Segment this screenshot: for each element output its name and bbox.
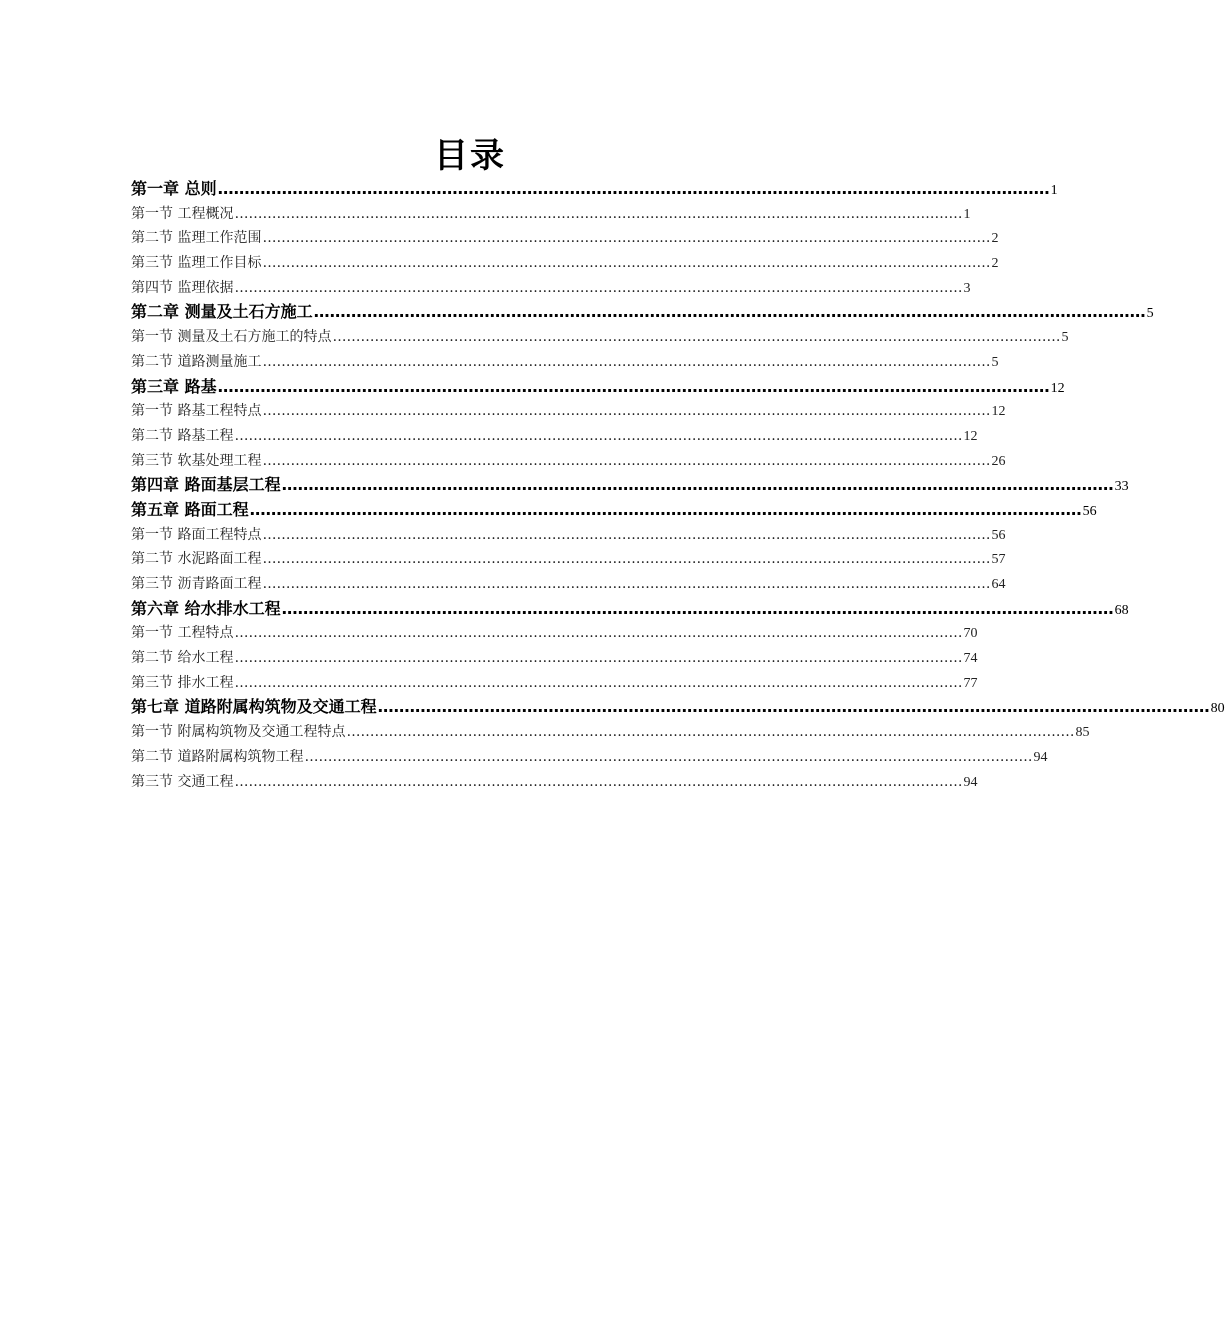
toc-section-entry[interactable] <box>131 449 1006 474</box>
toc-entry-label: 第四章 路面基层工程 <box>131 475 281 495</box>
toc-section-entry[interactable] <box>131 572 1006 597</box>
toc-entry-label: 第三节 软基处理工程 <box>131 452 262 469</box>
toc-dot-leader: ………………………………………………………………………………………………………………………………………… <box>304 748 1033 765</box>
toc-dot-leader: ………………………………………………………………………………………………………………………………………… <box>313 302 1146 322</box>
toc-entry-label: 第一章 总则 <box>131 179 217 198</box>
toc-page-number: 94 <box>963 774 978 790</box>
toc-page-number: 3 <box>963 280 971 296</box>
toc-entry-label: 第二章 测量及土石方施工 <box>131 302 313 322</box>
toc-page-number: 12 <box>1050 380 1065 396</box>
toc-dot-leader: ………………………………………………………………………………………………………………………………………… <box>234 650 963 667</box>
toc-entry-label: 第二节 给水工程 <box>131 650 234 667</box>
toc-section-entry[interactable] <box>131 745 1048 770</box>
toc-page-number: 5 <box>991 354 999 370</box>
toc-page-number: 5 <box>1061 330 1069 346</box>
toc-dot-leader: ………………………………………………………………………………………………………………………………………… <box>234 674 963 691</box>
toc-chapter-entry[interactable] <box>131 597 1129 622</box>
toc-section-entry[interactable] <box>131 202 971 227</box>
toc-section-entry[interactable] <box>131 720 1090 745</box>
toc-dot-leader: ………………………………………………………………………………………………………………………………………… <box>262 452 991 469</box>
toc-entry-label: 第二节 道路附属构筑物工程 <box>131 748 304 765</box>
toc-entry-label: 第三章 路基 <box>131 376 217 396</box>
toc-chapter-entry[interactable] <box>131 695 1225 720</box>
toc-entry-label: 第六章 给水排水工程 <box>131 598 281 618</box>
toc-entry-label: 第三节 排水工程 <box>131 674 234 691</box>
toc-chapter-entry[interactable] <box>131 498 1097 523</box>
toc-dot-leader: ………………………………………………………………………………………………………………………………………… <box>262 576 991 592</box>
toc-dot-leader: ………………………………………………………………………………………………………………………………………… <box>332 329 1061 346</box>
toc-dot-leader: ………………………………………………………………………………………………………………………………………… <box>249 499 1082 519</box>
toc-page-number: 57 <box>991 552 1006 568</box>
toc-section-entry[interactable] <box>131 276 971 301</box>
toc-page-number: 56 <box>1082 503 1097 519</box>
toc-dot-leader: ………………………………………………………………………………………………………………………………………… <box>262 255 991 272</box>
toc-dot-leader: ………………………………………………………………………………………………………………………………………… <box>234 773 963 790</box>
toc-chapter-entry[interactable] <box>131 375 1065 400</box>
toc-dot-leader: ………………………………………………………………………………………………………………………………………… <box>262 526 991 543</box>
toc-chapter-entry[interactable] <box>131 177 1058 202</box>
toc-page-number: 77 <box>963 675 978 691</box>
toc-dot-leader: ………………………………………………………………………………………………………………………………………… <box>234 205 963 222</box>
toc-dot-leader: ………………………………………………………………………………………………………………………………………… <box>234 279 963 296</box>
toc-entry-label: 第三节 监理工作目标 <box>131 255 262 272</box>
toc-page-number: 68 <box>1114 602 1129 618</box>
toc-entry-label: 第二节 监理工作范围 <box>131 230 262 247</box>
toc-section-entry[interactable] <box>131 226 999 251</box>
toc-entry-label: 第二节 水泥路面工程 <box>131 551 262 568</box>
toc-page-number: 70 <box>963 626 978 642</box>
toc-entry-label: 第七章 道路附属构筑物及交通工程 <box>131 697 377 717</box>
toc-page-number: 80 <box>1210 701 1225 717</box>
toc-section-entry[interactable] <box>131 251 999 276</box>
toc-section-entry[interactable] <box>131 523 1006 548</box>
toc-section-entry[interactable] <box>131 621 978 646</box>
toc-page-number: 12 <box>963 428 978 444</box>
toc-section-entry[interactable] <box>131 399 1006 424</box>
toc-dot-leader: ………………………………………………………………………………………………………………………………………… <box>262 353 991 370</box>
toc-dot-leader: ………………………………………………………………………………………………………………………………………… <box>262 551 991 568</box>
toc-chapter-entry[interactable] <box>131 473 1129 498</box>
toc-page-number: 74 <box>963 651 978 667</box>
toc-page-number: 26 <box>991 453 1006 469</box>
toc-dot-leader: ………………………………………………………………………………………………………………………………………… <box>234 427 963 444</box>
toc-section-entry[interactable] <box>131 547 1006 572</box>
toc-page-number: 64 <box>991 577 1006 592</box>
toc-chapter-entry[interactable] <box>131 300 1154 325</box>
toc-entry-label: 第三节 交通工程 <box>131 773 234 790</box>
toc-page-number: 12 <box>991 404 1006 420</box>
toc-section-entry[interactable] <box>131 646 978 671</box>
toc-entry-label: 第一节 路面工程特点 <box>131 526 262 543</box>
toc-entry-label: 第五章 路面工程 <box>131 499 249 519</box>
toc-section-entry[interactable] <box>131 424 978 449</box>
toc-section-entry[interactable] <box>131 325 1069 350</box>
toc-dot-leader: ………………………………………………………………………………………………………………………………………… <box>234 625 963 642</box>
toc-entry-label: 第四节 监理依据 <box>131 279 234 296</box>
toc-entry-label: 第一节 路基工程特点 <box>131 403 262 420</box>
toc-entry-label: 第三节 沥青路面工程 <box>131 576 262 592</box>
toc-page-number: 1 <box>1050 183 1058 198</box>
toc-page-number: 2 <box>991 231 999 247</box>
toc-page-number: 33 <box>1114 479 1129 495</box>
table-of-contents <box>131 177 1225 794</box>
toc-dot-leader: ………………………………………………………………………………………………………………………………………… <box>377 697 1210 717</box>
toc-dot-leader: ………………………………………………………………………………………………………………………………………… <box>262 230 991 247</box>
toc-entry-label: 第一节 测量及土石方施工的特点 <box>131 329 332 346</box>
toc-dot-leader: ………………………………………………………………………………………………………………………………………… <box>281 598 1114 618</box>
toc-dot-leader: ………………………………………………………………………………………………………………………………………… <box>262 403 991 420</box>
toc-entry-label: 第二节 道路测量施工 <box>131 353 262 370</box>
toc-dot-leader: ………………………………………………………………………………………………………………………………………… <box>281 475 1114 495</box>
toc-entry-label: 第一节 附属构筑物及交通工程特点 <box>131 724 346 741</box>
toc-page-number: 2 <box>991 256 999 272</box>
toc-entry-label: 第一节 工程特点 <box>131 625 234 642</box>
toc-dot-leader: ………………………………………………………………………………………………………………………………………… <box>346 724 1075 741</box>
toc-page-number: 94 <box>1033 749 1048 765</box>
toc-entry-label: 第二节 路基工程 <box>131 427 234 444</box>
toc-dot-leader: ………………………………………………………………………………………………………………………………………… <box>217 179 1050 198</box>
toc-section-entry[interactable] <box>131 350 999 375</box>
toc-entry-label: 第一节 工程概况 <box>131 205 234 222</box>
toc-page-number: 56 <box>991 527 1006 543</box>
toc-dot-leader: ………………………………………………………………………………………………………………………………………… <box>217 376 1050 396</box>
toc-page-number: 85 <box>1075 725 1090 741</box>
toc-section-entry[interactable] <box>131 671 978 696</box>
toc-title: 目录 <box>434 136 506 176</box>
toc-page-number: 1 <box>963 206 971 222</box>
toc-page-number: 5 <box>1146 306 1154 322</box>
toc-section-entry[interactable] <box>131 770 978 795</box>
